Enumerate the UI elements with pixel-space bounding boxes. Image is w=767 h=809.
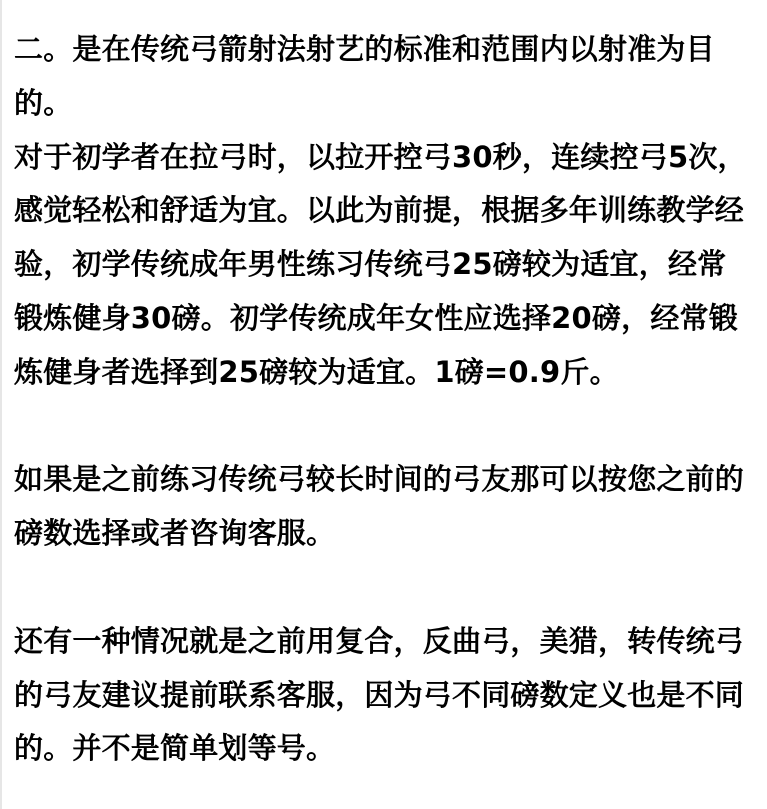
- text-line: 对于初学者在拉弓时，以拉开控弓30秒，连续控弓5次，: [14, 139, 747, 174]
- paragraph-other-bow-types: [14, 620, 754, 781]
- paragraph-experienced-archers: [14, 458, 754, 566]
- text-line: 的弓友建议提前联系客服，因为弓不同磅数定义也是不同: [14, 677, 745, 712]
- left-border: [0, 0, 2, 809]
- text-line: 的。并不是简单划等号。: [14, 731, 336, 766]
- text-line: 磅数选择或者咨询客服。: [14, 516, 336, 551]
- paragraph-bow-weight-guidance: [14, 28, 754, 405]
- text-line: 二。是在传统弓箭射法射艺的标准和范围内以射准为目: [14, 32, 715, 66]
- text-line: 感觉轻松和舒适为宜。以此为前提，根据多年训练教学经: [14, 193, 745, 228]
- text-line: 的。: [14, 85, 73, 120]
- text-line: 锻炼健身30磅。初学传统成年女性应选择20磅，经常锻: [14, 300, 738, 335]
- paragraph-spacer: [14, 405, 754, 459]
- document-body: [14, 28, 754, 781]
- text-line: 炼健身者选择到25磅较为适宜。1磅=0.9斤。: [14, 354, 619, 389]
- paragraph-spacer: [14, 566, 754, 620]
- text-line: 如果是之前练习传统弓较长时间的弓友那可以按您之前的: [14, 462, 745, 497]
- text-line: 验，初学传统成年男性练习传统弓25磅较为适宜，经常: [14, 247, 727, 282]
- text-line: 还有一种情况就是之前用复合，反曲弓，美猎，转传统弓: [14, 623, 745, 658]
